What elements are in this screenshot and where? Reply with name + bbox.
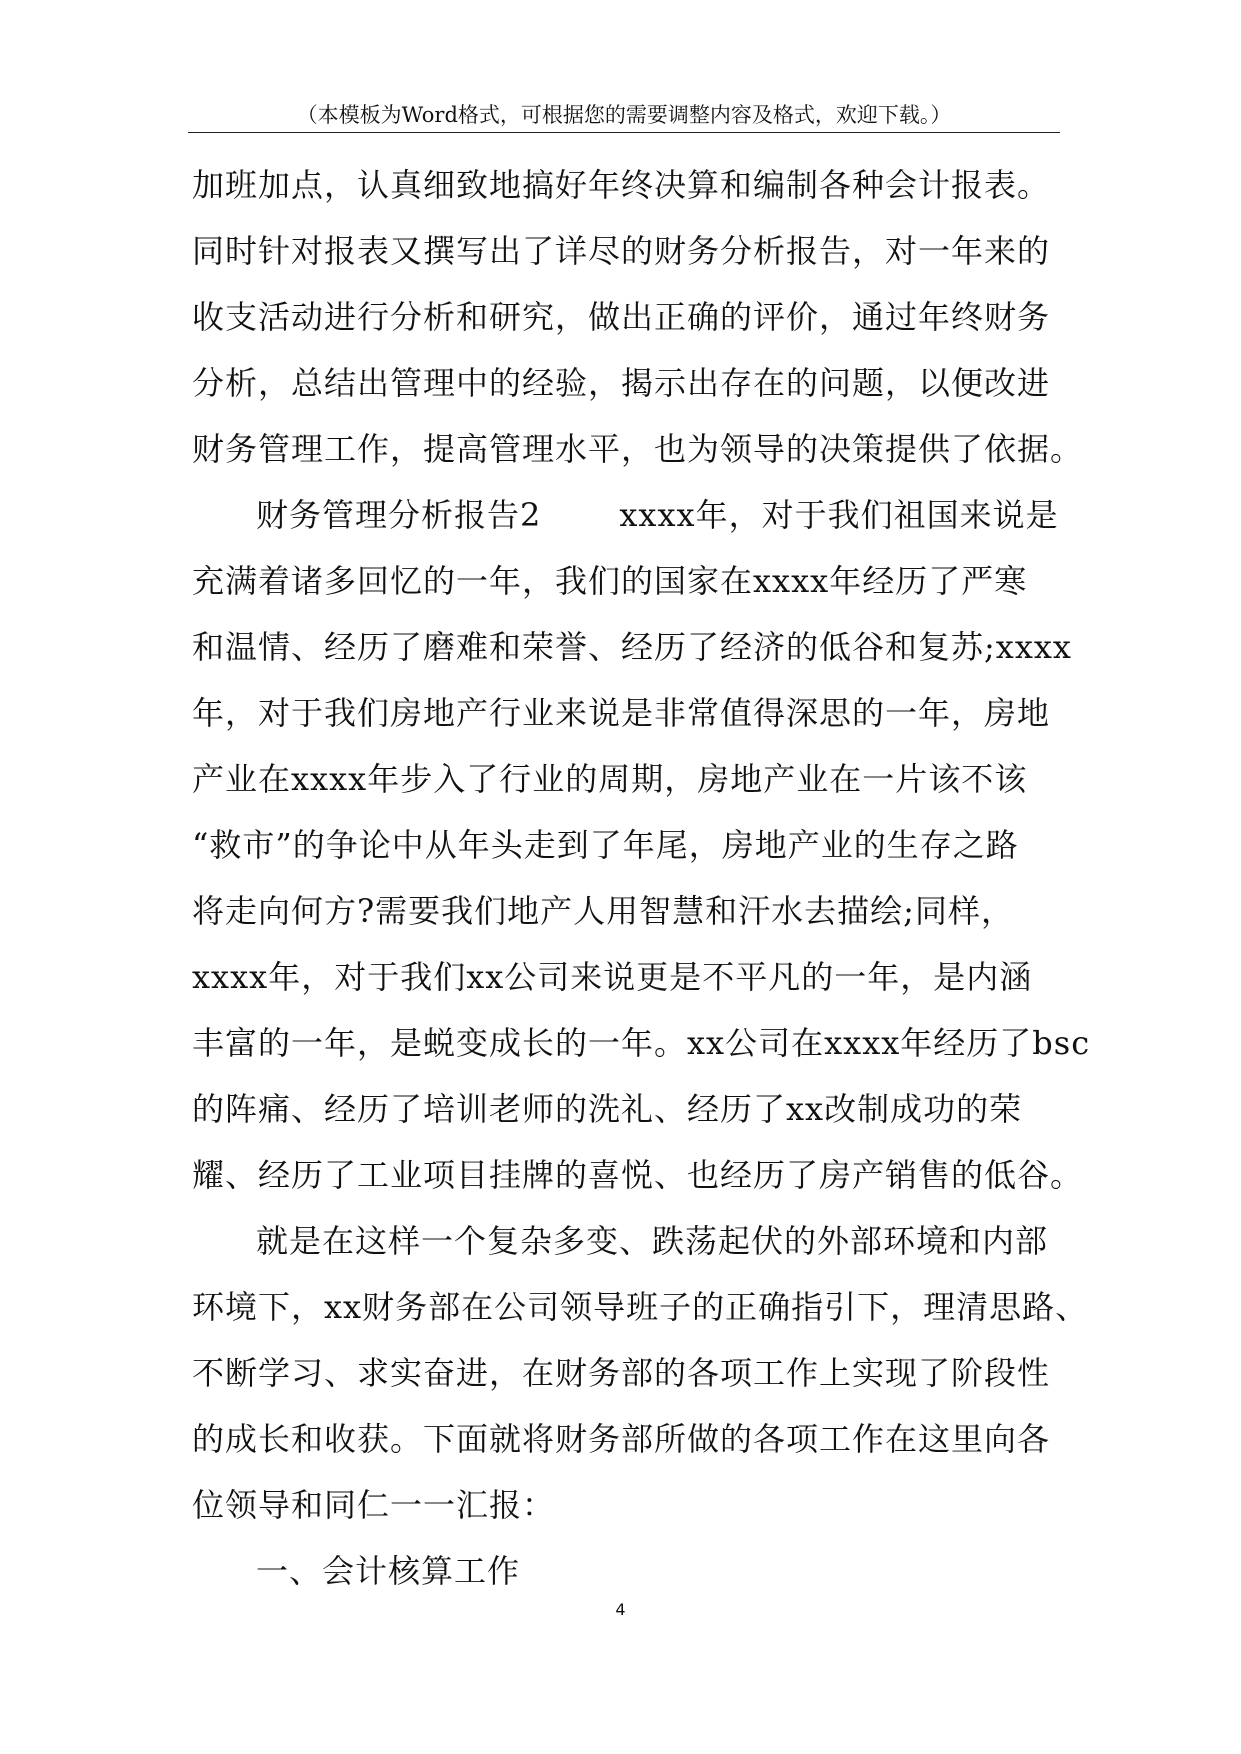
page-number: 4 — [615, 1600, 626, 1619]
body-line: 丰富的一年，是蜕变成长的一年。xx公司在xxxx年经历了bsc — [192, 1024, 1091, 1062]
body-line: 充满着诸多回忆的一年，我们的国家在xxxx年经历了严寒 — [192, 562, 1028, 600]
body-line: 年，对于我们房地产行业来说是非常值得深思的一年，房地 — [192, 694, 1051, 732]
report-heading-continuation: xxxx年，对于我们祖国来说是 — [619, 496, 1059, 534]
paragraph-start-line: 就是在这样一个复杂多变、跌荡起伏的外部环境和内部 — [256, 1222, 1049, 1260]
body-line: 产业在xxxx年步入了行业的周期，房地产业在一片该不该 — [192, 760, 1028, 798]
body-line: 同时针对报表又撰写出了详尽的财务分析报告，对一年来的 — [192, 232, 1051, 270]
report-heading: 财务管理分析报告2 — [256, 496, 542, 534]
body-line: 收支活动进行分析和研究，做出正确的评价，通过年终财务 — [192, 298, 1051, 336]
report-heading-line — [192, 482, 1072, 548]
body-line: 位领导和同仁一一汇报： — [192, 1486, 556, 1524]
body-line: xxxx年，对于我们xx公司来说更是不平凡的一年，是内涵 — [192, 958, 1033, 996]
body-line: 将走向何方?需要我们地产人用智慧和汗水去描绘;同样， — [192, 892, 1014, 930]
body-line: 耀、经历了工业项目挂牌的喜悦、也经历了房产销售的低谷。 — [192, 1156, 1084, 1194]
header-divider — [188, 132, 1060, 133]
body-line: “救市”的争论中从年头走到了年尾，房地产业的生存之路 — [192, 826, 1019, 864]
body-line: 的成长和收获。下面就将财务部所做的各项工作在这里向各 — [192, 1420, 1051, 1458]
body-line: 不断学习、求实奋进，在财务部的各项工作上实现了阶段性 — [192, 1354, 1051, 1392]
body-line: 的阵痛、经历了培训老师的洗礼、经历了xx改制成功的荣 — [192, 1090, 1023, 1128]
page-header-note: （本模板为Word格式，可根据您的需要调整内容及格式，欢迎下载。） — [296, 103, 952, 127]
body-line: 和温情、经历了磨难和荣誉、经历了经济的低谷和复苏;xxxx — [192, 628, 1072, 666]
body-line: 财务管理工作，提高管理水平，也为领导的决策提供了依据。 — [192, 430, 1084, 468]
body-line: 环境下，xx财务部在公司领导班子的正确指引下，理清思路、 — [192, 1288, 1089, 1326]
body-line: 分析，总结出管理中的经验，揭示出存在的问题，以便改进 — [192, 364, 1051, 402]
document-body — [192, 152, 1091, 1604]
body-line: 加班加点，认真细致地搞好年终决算和编制各种会计报表。 — [192, 166, 1051, 204]
section-heading: 一、会计核算工作 — [256, 1552, 521, 1590]
